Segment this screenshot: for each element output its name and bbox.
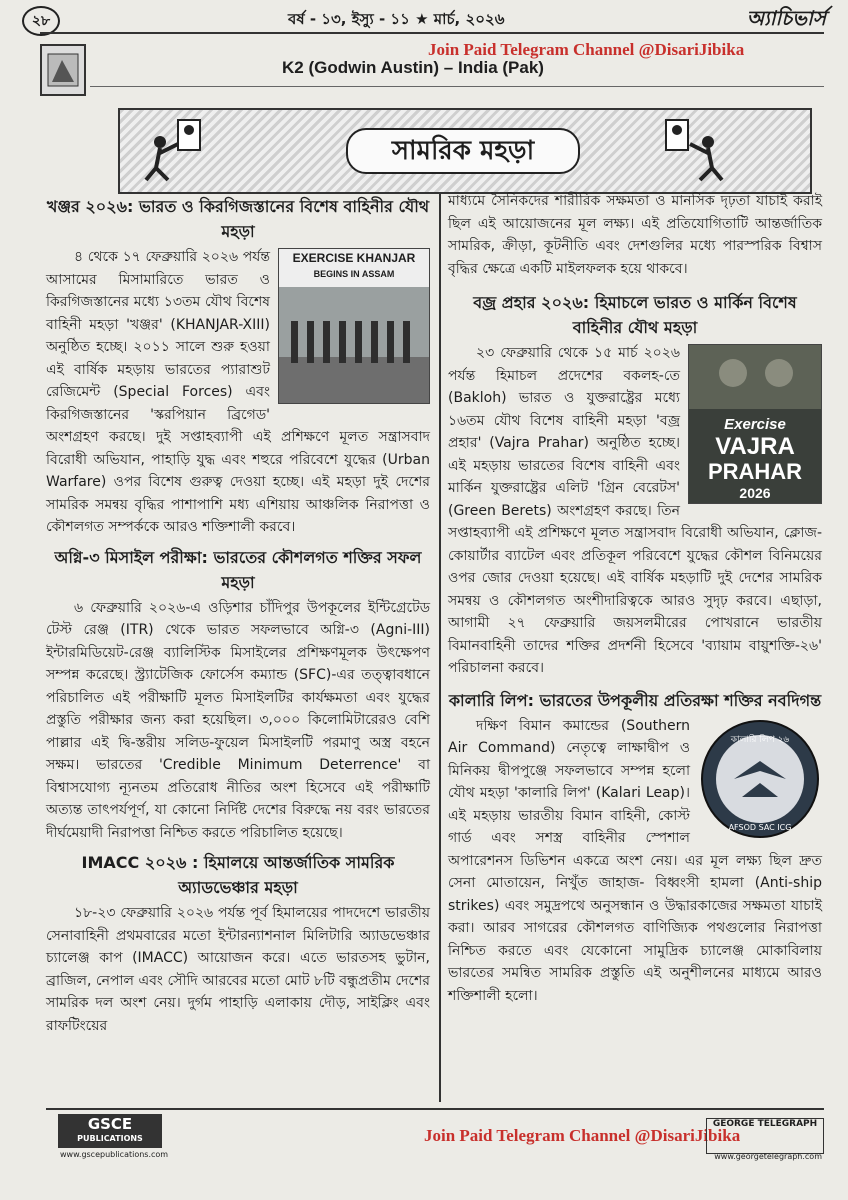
left-column <box>46 190 430 1037</box>
khanjar-body: ৪ থেকে ১৭ ফেব্রুয়ারি ২০২৬ পর্যন্ত আসামের মিসামারিতে ভারত ও কিরগিজস্তানের মধ্যে ১৩তম যৌথ বিশেষ বাহিনী মহড়া 'খঞ্জর' (KHANJAR-XIII) অনুষ্ঠিত হচ্ছে। ২০১১ সালে শুরু হওয়া এই বার্ষিক মহড়ায় ভারতের প্যারাশুট রেজিমেন্ট (Special Forces) এবং কিরগিজস্তানের 'স্করপিয়ান ব্রিগেড' অংশগ্রহণ করছে। দুই সপ্তাহব্যাপী এই প্রশিক্ষণে মূলত সন্ত্রাসবাদ বিরোধী অভিযান, পাহাড়ি যুদ্ধ এবং শহুরে পরিবেশে যুদ্ধের (Urban Warfare) ওপর বিশেষ গুরুত্ব দেওয়া হচ্ছে। এই মহড়া দুই দেশের সামরিক সমন্বয় বৃদ্ধির পাশাপাশি মধ্য এশিয়ায় আঞ্চলিক নিরাপত্তা ও কৌশলগত সম্পর্ককে আরও শক্তিশালী করবে। <box>46 249 430 535</box>
page-number: ২৮ <box>22 6 60 36</box>
vajra-image-year: 2026 <box>739 484 771 501</box>
kalari-body: দক্ষিণ বিমান কমান্ডের (Southern Air Command) নেতৃত্বে লাক্ষাদ্বীপ ও মিনিকয় দ্বীপপুঞ্জে সফলভাবে সম্পন্ন হলো যৌথ মহড়া 'কালারি লিপ' (Kalari Leap)। এই মহড়ায় ভারতীয় বিমান বাহিনী, কোস্ট গার্ড এবং সশস্ত্র বাহিনীর স্পেশাল অপারেশনস ডিভিশন একত্রে অংশ নেয়। এর মূল লক্ষ্য ছিল দ্রুত সেনা মোতায়েন, নিখুঁত জাহাজ- বিধ্বংসী হামলা (Anti-ship strikes) এবং সমুদ্রপথে অনুসন্ধান ও উদ্ধারকাজের সক্ষমতা যাচাই করা। আরব সাগরের কৌশলগত বাণিজ্যিক পথগুলোর নিরাপত্তা নিশ্চিত করতে এবং যেকোনো সামুদ্রিক চ্যালেঞ্জ মোকাবিলায় ভারতের সমন্বিত সামরিক প্রস্তুতি এই অনুশীলনের মাধ্যমে আরও শক্তিশালী হলো। <box>448 717 822 1004</box>
george-logo: GEORGE TELEGRAPH <box>706 1118 824 1154</box>
soldier-target-icon <box>660 114 730 186</box>
khanjar-image <box>278 248 430 404</box>
vajra-image-caption: Exercise <box>724 415 786 433</box>
vajra-body: ২৩ ফেব্রুয়ারি থেকে ১৫ মার্চ ২০২৬ পর্যন্ত হিমাচল প্রদেশের বকলহ-তে (Bakloh) ভারত ও যুক্তরাষ্ট্রের মধ্যে ১৬তম যৌথ বিশেষ বাহিনী মহড়া 'বজ্র প্রহার' (Vajra Prahar) অনুষ্ঠিত হচ্ছে। এই মহড়ায় ভারতের বিশেষ বাহিনী এবং মার্কিন যুক্তরাষ্ট্রের এলিট 'গ্রিন বেরেটস' (Green Berets) অংশগ্রহণ করছে। তিন সপ্তাহব্যাপী এই প্রশিক্ষণে মূলত সন্ত্রাসবাদ বিরোধী অভিযান, ক্লোজ-কোয়ার্টার ব্যাটেল এবং প্রতিকূল পরিবেশে যুদ্ধের কৌশল বিনিময়ের ওপর জোর দেওয়া হয়েছে। এই বার্ষিক মহড়াটি দুই দেশের সামরিক সমন্বয় ও কৌশলগত অংশীদারিত্বকে আরও সুদৃঢ় করবে। এছাড়া, আগামী ২৭ ফেব্রুয়ারি জয়সলমীরের পোখরানে ভারতীয় বিমানবাহিনী তাদের শক্তির প্রদর্শনী হিসেবে 'ব্যায়াম বায়ুশক্তি-২৬' পরিচালনা করবে। <box>448 345 822 676</box>
vajra-image-title-2: PRAHAR <box>707 458 803 484</box>
section-title: সামরিক মহড়া <box>346 128 580 174</box>
khanjar-headline: খঞ্জর ২০২৬: ভারত ও কিরগিজস্তানের বিশেষ বাহিনীর যৌথ মহড়া <box>46 197 430 241</box>
soldier-target-icon <box>138 114 208 186</box>
telegram-watermark-top: Join Paid Telegram Channel @DisariJibika <box>428 40 745 59</box>
soldiers-portrait-icon <box>689 345 821 409</box>
gsce-logo <box>58 1114 162 1148</box>
column-divider <box>439 192 441 1102</box>
footer-rule <box>46 1108 824 1110</box>
gsce-sub: PUBLICATIONS <box>77 1134 143 1143</box>
imacc-body-continued: মাধ্যমে সৈনিকদের শারীরিক সক্ষমতা ও মানসিক দৃঢ়তা যাচাই করাই ছিল এই আয়োজনের মূল লক্ষ্য। এই প্রতিযোগিতাটি আন্তর্জাতিক সামরিক, ক্রীড়া, কূটনীতি এবং দেশগুলির মধ্যে পারস্পরিক বিশ্বাস বৃদ্ধির ক্ষেত্রে একটি মাইলফলক হয়ে থাকবে। <box>448 193 822 277</box>
george-url: www.georgetelegraph.com <box>714 1152 822 1161</box>
gsce-url: www.gscepublications.com <box>60 1150 169 1159</box>
agni-body: ৬ ফেব্রুয়ারি ২০২৬-এ ওড়িশার চাঁদিপুর উপকূলের ইন্টিগ্রেটেড টেস্ট রেঞ্জ (ITR) থেকে ভারত সফলভাবে অগ্নি-৩ (Agni-III) ইন্টারমিডিয়েট-রেঞ্জ ব্যালিস্টিক মিসাইলের প্রশিক্ষণমূলক উৎক্ষেপণ সম্পন্ন করেছে। স্ট্র্যাটেজিক ফোর্সেস কম্যান্ড (SFC)-এর তত্ত্বাবধানে পরিচালিত এই পরীক্ষাটি মূলত মিসাইলটির কার্যক্ষমতা এবং যুদ্ধের প্রস্তুতি পরীক্ষার জন্য করা হয়েছিল। ৩,০০০ কিলোমিটারেরও বেশি পাল্লার এই দ্বি-স্তরীয় সলিড-ফুয়েল মিসাইলটি পরমাণু অস্ত্র বহনে সক্ষম। ভারতের 'Credible Minimum Deterrence' বা বিশ্বাসযোগ্য ন্যূনতম প্রতিরোধ নীতির অংশ হিসেবে এই পরীক্ষাটি অত্যন্ত তাৎপর্যপূর্ণ, যা কোনো নির্দিষ্ট দেশের বিরুদ্ধে নয় বরং ভারতের দীর্ঘমেয়াদী নিরাপত্তা নিশ্চিত করতে পরিচালিত হয়েছে। <box>46 599 430 841</box>
agni-headline: অগ্নি-৩ মিসাইল পরীক্ষা: ভারতের কৌশলগত শক্তির সফল মহড়া <box>54 547 422 592</box>
issue-info: বর্ষ - ১৩, ইস্যু - ১১ ★ মার্চ, ২০২৬ <box>288 10 505 28</box>
kalari-emblem <box>698 717 822 841</box>
vajra-headline: বজ্র প্রহার ২০২৬: হিমাচলে ভারত ও মার্কিন বিশেষ বাহিনীর যৌথ মহড়া <box>473 293 797 337</box>
khanjar-image-subcaption: BEGINS IN ASSAM <box>313 269 395 279</box>
khanjar-image-caption: EXERCISE KHANJAR <box>292 251 416 265</box>
kalari-headline: কালারি লিপ: ভারতের উপকূলীয় প্রতিরক্ষা শক্তির নবদিগন্ত <box>448 690 822 710</box>
header-rule <box>40 32 824 34</box>
gsce-name: GSCE <box>87 1115 133 1133</box>
fact-rule <box>90 86 824 87</box>
corner-emblem-icon <box>40 44 86 96</box>
imacc-headline: IMACC ২০২৬ : হিমালয়ে আন্তর্জাতিক সামরিক অ্যাডভেঞ্চার মহড়া <box>81 853 395 897</box>
soldiers-photo-icon <box>279 287 429 403</box>
section-banner <box>118 108 812 194</box>
right-column <box>448 190 822 1007</box>
kalari-emblem-caption: কালারি লিপ ২৬ <box>730 734 790 745</box>
vajra-image <box>688 344 822 504</box>
imacc-body: ১৮-২৩ ফেব্রুয়ারি ২০২৬ পর্যন্ত পূর্ব হিমালয়ের পাদদেশে ভারতীয় সেনাবাহিনী প্রথমবারের মতো ইন্টারন্যাশনাল মিলিটারি অ্যাডভেঞ্চার চ্যালেঞ্জ কাপ (IMACC) আয়োজন করে। এতে ভারতসহ ভুটান, ব্রাজিল, নেপাল এবং সৌদি আরবের মতো মোট ৮টি বন্ধুপ্রতীম দেশের সামরিক দল অংশ নেয়। দুর্গম পাহাড়ি এলাকায় দৌড়, সাইক্লিং এবং রাফটিংয়ের <box>46 905 430 1034</box>
fact-line: K2 (Godwin Austin) – India (Pak) <box>282 58 544 77</box>
vajra-image-title: VAJRA <box>715 432 795 460</box>
telegram-watermark-bottom: Join Paid Telegram Channel @DisariJibika <box>424 1126 741 1145</box>
kalari-emblem-subcaption: AFSOD SAC ICG <box>728 822 792 832</box>
brand-logo: অ্যাচিভার্স <box>746 6 826 30</box>
